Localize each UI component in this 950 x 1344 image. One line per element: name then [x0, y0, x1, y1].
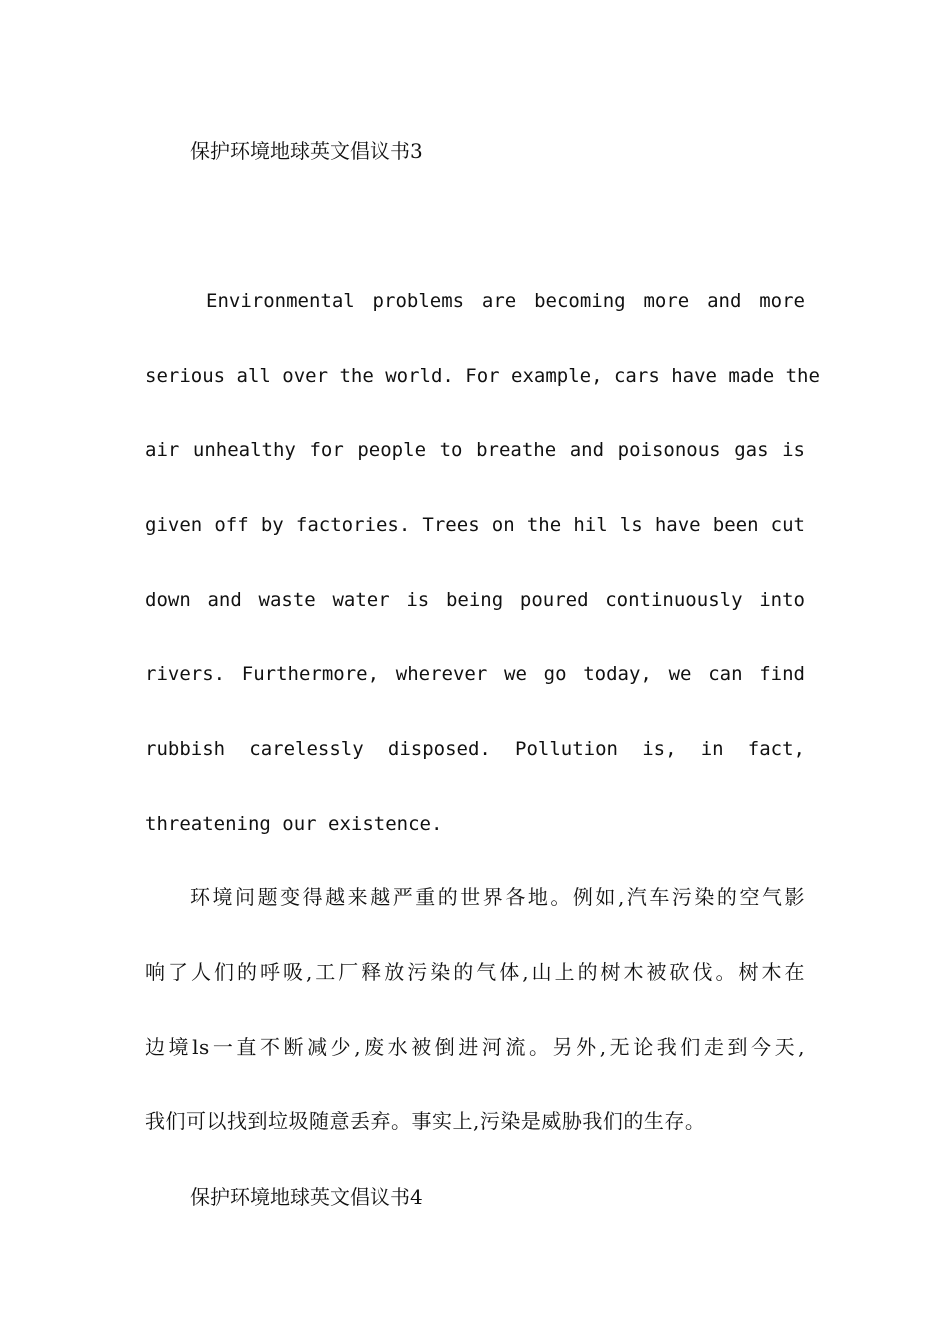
- chinese-line: 响了人们的呼吸,工厂释放污染的气体,山上的树木被砍伐。树木在: [145, 960, 805, 984]
- section-heading-4: 保护环境地球英文倡议书4: [190, 1185, 423, 1209]
- english-line: serious all over the world. For example, cars have made the: [145, 365, 820, 387]
- chinese-line: 边境ls一直不断减少,废水被倒进河流。另外,无论我们走到今天,: [145, 1035, 805, 1059]
- english-line: down and waste water is being poured continuously into: [145, 589, 805, 611]
- english-line: threatening our existence.: [145, 813, 443, 835]
- english-line: air unhealthy for people to breathe and poisonous gas is: [145, 439, 805, 461]
- english-line: given off by factories. Trees on the hil ls have been cut: [145, 514, 805, 536]
- chinese-line: 环境问题变得越来越严重的世界各地。例如,汽车污染的空气影: [190, 885, 805, 909]
- english-line: Environmental problems are becoming more and more: [206, 290, 805, 312]
- section-heading-3: 保护环境地球英文倡议书3: [190, 139, 423, 163]
- chinese-line: 我们可以找到垃圾随意丢弃。事实上,污染是威胁我们的生存。: [145, 1109, 706, 1133]
- english-line: rivers. Furthermore, wherever we go today, we can find: [145, 663, 805, 685]
- english-line: rubbish carelessly disposed. Pollution is, in fact,: [145, 738, 805, 760]
